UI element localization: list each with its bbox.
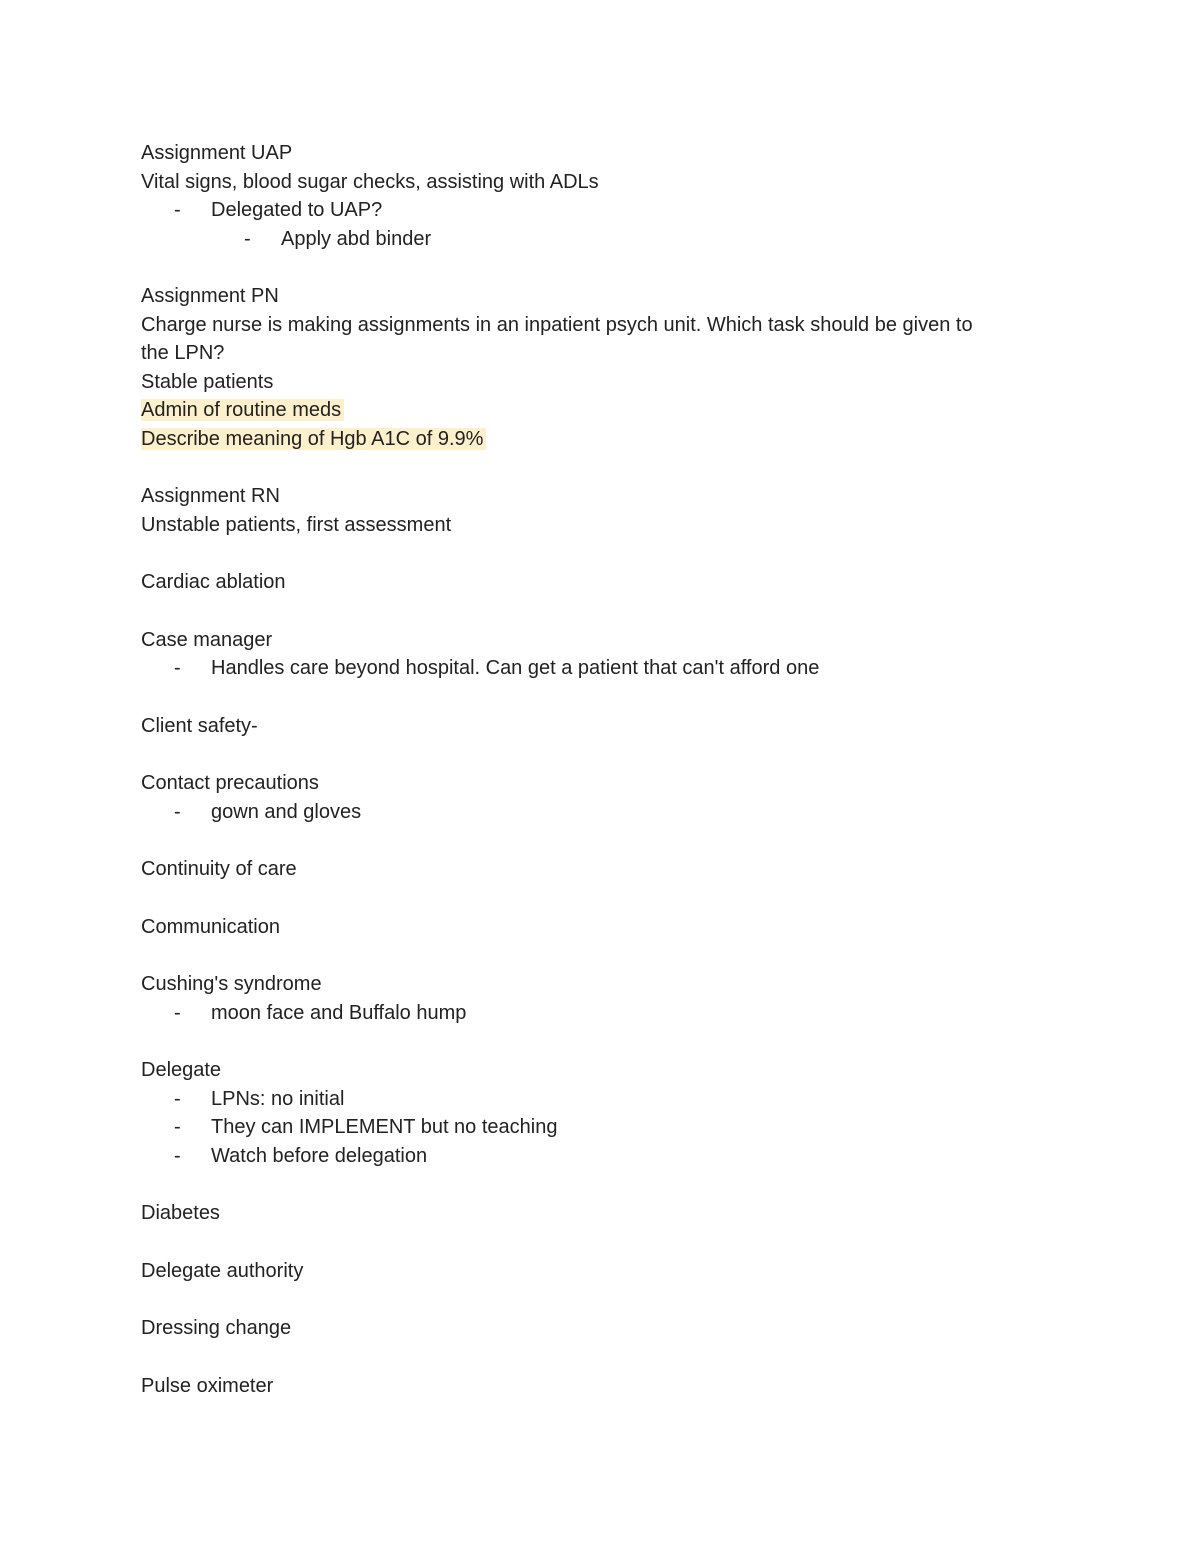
blank-line (141, 941, 1061, 970)
list-item (141, 654, 1061, 683)
bullet-dash: - (174, 199, 181, 221)
list-item (141, 1085, 1061, 1114)
heading-contact-precautions: Contact precautions (141, 772, 319, 794)
heading-dressing-change: Dressing change (141, 1317, 292, 1339)
list-item-text: LPNs: no initial (211, 1087, 345, 1110)
bullet-dash: - (174, 800, 181, 823)
pn-question-line-1: Charge nurse is making assignments in an inpatient psych unit. Which task should be given to (141, 313, 973, 336)
list-item-text: gown and gloves (211, 800, 362, 823)
bullet-dash: - (174, 1001, 181, 1024)
heading-pulse-oximeter: Pulse oximeter (141, 1374, 274, 1397)
heading-continuity-of-care: Continuity of care (141, 858, 297, 880)
heading-cushings-syndrome: Cushing's syndrome (141, 973, 322, 995)
bullet-dash: - (174, 1116, 181, 1138)
blank-line (141, 453, 1061, 482)
heading-cardiac-ablation: Cardiac ablation (141, 571, 286, 593)
list-item (141, 1113, 1061, 1142)
bullet-dash: - (174, 657, 181, 679)
heading-assignment-uap: Assignment UAP (141, 142, 293, 164)
pn-highlight-line-2 (141, 425, 1061, 454)
bullet-dash: - (174, 1144, 181, 1167)
list-item-nested (141, 225, 1061, 254)
list-item-text: Handles care beyond hospital. Can get a patient that can't afford one (211, 657, 820, 679)
blank-line (141, 1343, 1061, 1372)
list-item-text: Apply abd binder (281, 227, 432, 250)
blank-line (141, 539, 1061, 568)
blank-line (141, 1285, 1061, 1314)
highlighted-text: Admin of routine meds (141, 399, 344, 421)
list-item (141, 999, 1061, 1028)
blank-line (141, 826, 1061, 855)
heading-diabetes: Diabetes (141, 1202, 220, 1224)
bullet-dash: - (174, 1087, 181, 1110)
list-item (141, 798, 1061, 827)
pn-highlight-line-1 (141, 396, 1061, 425)
rn-description: Unstable patients, first assessment (141, 513, 452, 536)
blank-line (141, 253, 1061, 282)
blank-line (141, 1228, 1061, 1257)
heading-client-safety: Client safety- (141, 714, 258, 737)
uap-description: Vital signs, blood sugar checks, assisting with ADLs (141, 170, 599, 193)
list-item-text: moon face and Buffalo hump (211, 1001, 467, 1024)
bullet-dash: - (244, 227, 251, 250)
heading-assignment-pn: Assignment PN (141, 285, 279, 307)
highlighted-text: Describe meaning of Hgb A1C of 9.9% (141, 428, 486, 450)
blank-line (141, 740, 1061, 769)
pn-stable-patients: Stable patients (141, 370, 274, 393)
document-page (141, 139, 1061, 1400)
list-item (141, 196, 1061, 225)
list-item-text: Watch before delegation (211, 1144, 428, 1167)
list-item-text: Delegated to UAP? (211, 199, 383, 221)
heading-assignment-rn: Assignment RN (141, 485, 280, 507)
heading-communication: Communication (141, 915, 280, 938)
blank-line (141, 1027, 1061, 1056)
blank-line (141, 1170, 1061, 1199)
pn-question-line-2: the LPN? (141, 342, 225, 364)
blank-line (141, 884, 1061, 913)
list-item (141, 1142, 1061, 1171)
heading-delegate-authority: Delegate authority (141, 1259, 304, 1282)
blank-line (141, 597, 1061, 626)
blank-line (141, 683, 1061, 712)
heading-delegate: Delegate (141, 1059, 222, 1081)
heading-case-manager: Case manager (141, 628, 273, 651)
list-item-text: They can IMPLEMENT but no teaching (211, 1116, 558, 1138)
